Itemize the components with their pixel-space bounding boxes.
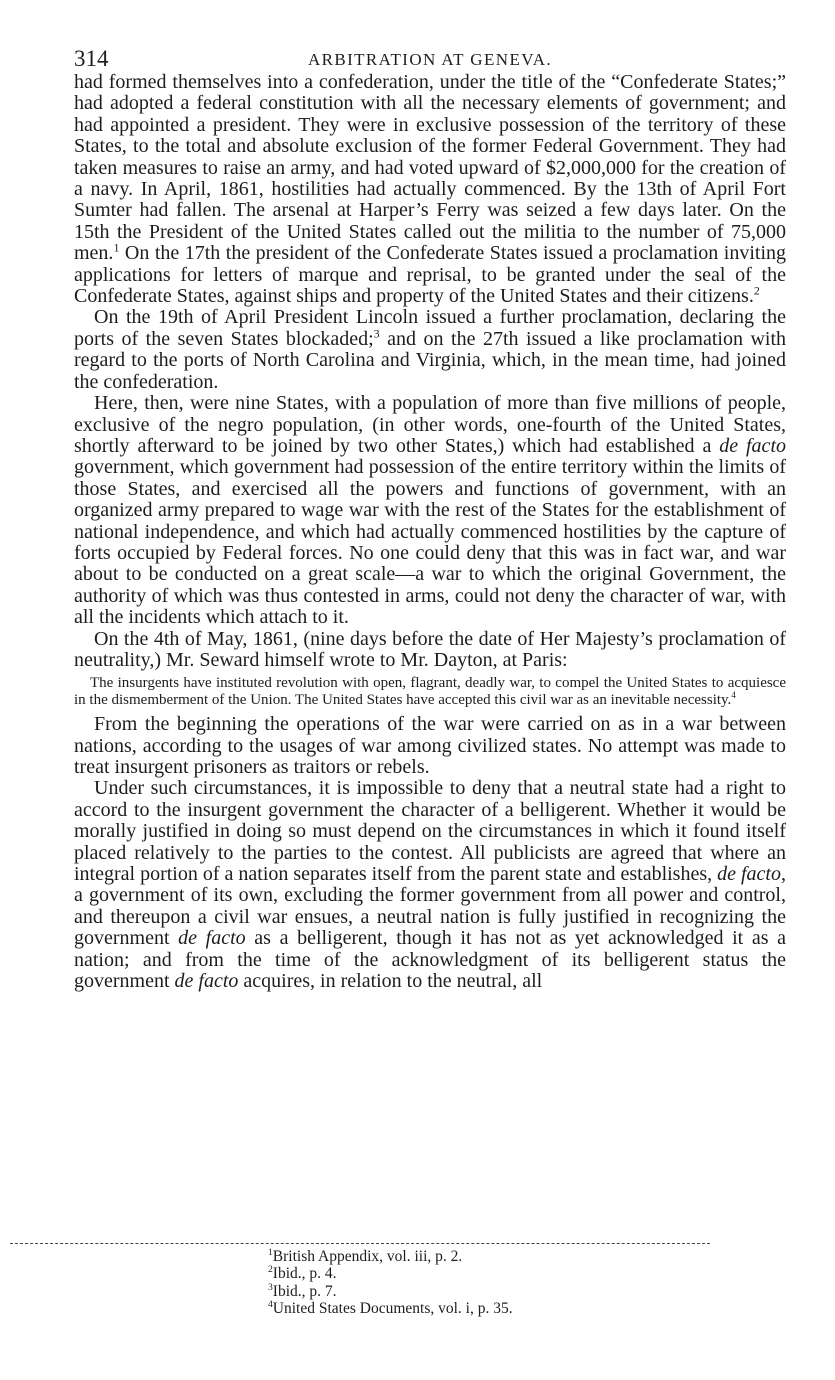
block-quote: The insurgents have instituted revolution with open, flagrant, deadly war, to compel the United States to acquiesce in the dismemberment of the Union. The United States have accepted this civil war as an inevitable necessity.$^4$ (74, 675, 786, 708)
footnote-divider (10, 1243, 710, 1244)
footnote: $^3$Ibid., p. 7. (268, 1281, 337, 1300)
paragraph-operations: From the beginning the operations of the war were carried on as in a war between nations, according to the usages of war among civilized states. No attempt was made to treat insurgent prisoners as traitors or rebels. (74, 713, 786, 778)
footnotes (268, 1248, 513, 1318)
footnote: $^2$Ibid., p. 4. (268, 1264, 337, 1283)
paragraph-circumstances: Under such circumstances, it is impossible to deny that a neutral state had a right to accord to the insurgent government the character of a belligerent. Whether it would be morally justified in doing so must depend on the circumstances in which it found itself placed relatively to the parties to the contest. All publicists are agreed that where an integral portion of a nation separates itself from the parent state and establishes, de facto, a government of its own, excluding the former government from all power and control, and thereupon a civil war ensues, a neutral nation is fully justified in recognizing the government de facto as a belligerent, though it has not as yet acknowledged it as a nation; and from the time of the acknowledgment of its belligerent status the government de facto acquires, in relation to the neutral, all (74, 777, 786, 993)
footnote-ref: 3 (373, 326, 380, 341)
book-page (74, 40, 786, 992)
running-title: ARBITRATION AT GENEVA. (307, 50, 553, 69)
paragraph-seward: On the 4th of May, 1861, (nine days before the date of Her Majesty’s proclamation of neutrality,) Mr. Seward himself wrote to Mr. Dayton, at Paris: (74, 627, 786, 671)
body-text (74, 72, 786, 992)
page-header (74, 40, 786, 72)
footnote: $^4$United States Documents, vol. i, p. 35. (268, 1299, 513, 1318)
footnote-ref: 2 (753, 283, 760, 298)
footnote-ref: 1 (113, 240, 120, 255)
footnote: $^1$British Appendix, vol. iii, p. 2. (268, 1246, 463, 1265)
footnote-ref: 4 (731, 689, 736, 700)
paragraph-blockade: On the 19th of April President Lincoln issued a further proclamation, declaring the ports of the seven States blockaded;$^3$ and on the 27th issued a like proclamation with regard to the ports of North Carolina and Virginia, which, in the mean time, had joined the confederation. (74, 306, 787, 393)
paragraph-nine-states: Here, then, were nine States, with a population of more than five millions of people, exclusive of the negro population, (in other words, one-fourth of the United States, shortly afterward to be joined by two other States,) which had established a de facto government, which government had possession of the entire territory within the limits of those States, and exercised all the powers and functions of government, with an organized army prepared to wage war with the rest of the States for the establishment of national independence, and which had actually commenced hostilities by the capture of forts occupied by Federal forces. No one could deny that this was in fact war, and war about to be conducted on a great scale—a war to which the original Government, the authority of which was thus contested in arms, could not deny the character of war, with all the incidents which attach to it. (74, 392, 786, 629)
paragraph-continuation: had formed themselves into a confederation, under the title of the “Confederate States;” had adopted a federal constitution with all the necessary elements of government; and had appointed a president. They were in exclusive possession of the territory of these States, to the total and absolute exclusion of the former Federal Government. They had taken measures to raise an army, and had voted upward of $2,000,000 for the creation of a navy. In April, 1861, hostilities had actually commenced. By the 13th of April Fort Sumter had fallen. The arsenal at Harper’s Ferry was seized a few days later. On the 15th the President of the United States called out the militia to the number of 75,000 men.$^1$ On the 17th the president of the Confederate States issued a proclamation inviting applications for letters of marque and reprisal, to be granted under the seal of the Confederate States, against ships and property of the United States and their citizens.$^2$ (74, 71, 786, 308)
page-number: 314 (74, 46, 109, 71)
